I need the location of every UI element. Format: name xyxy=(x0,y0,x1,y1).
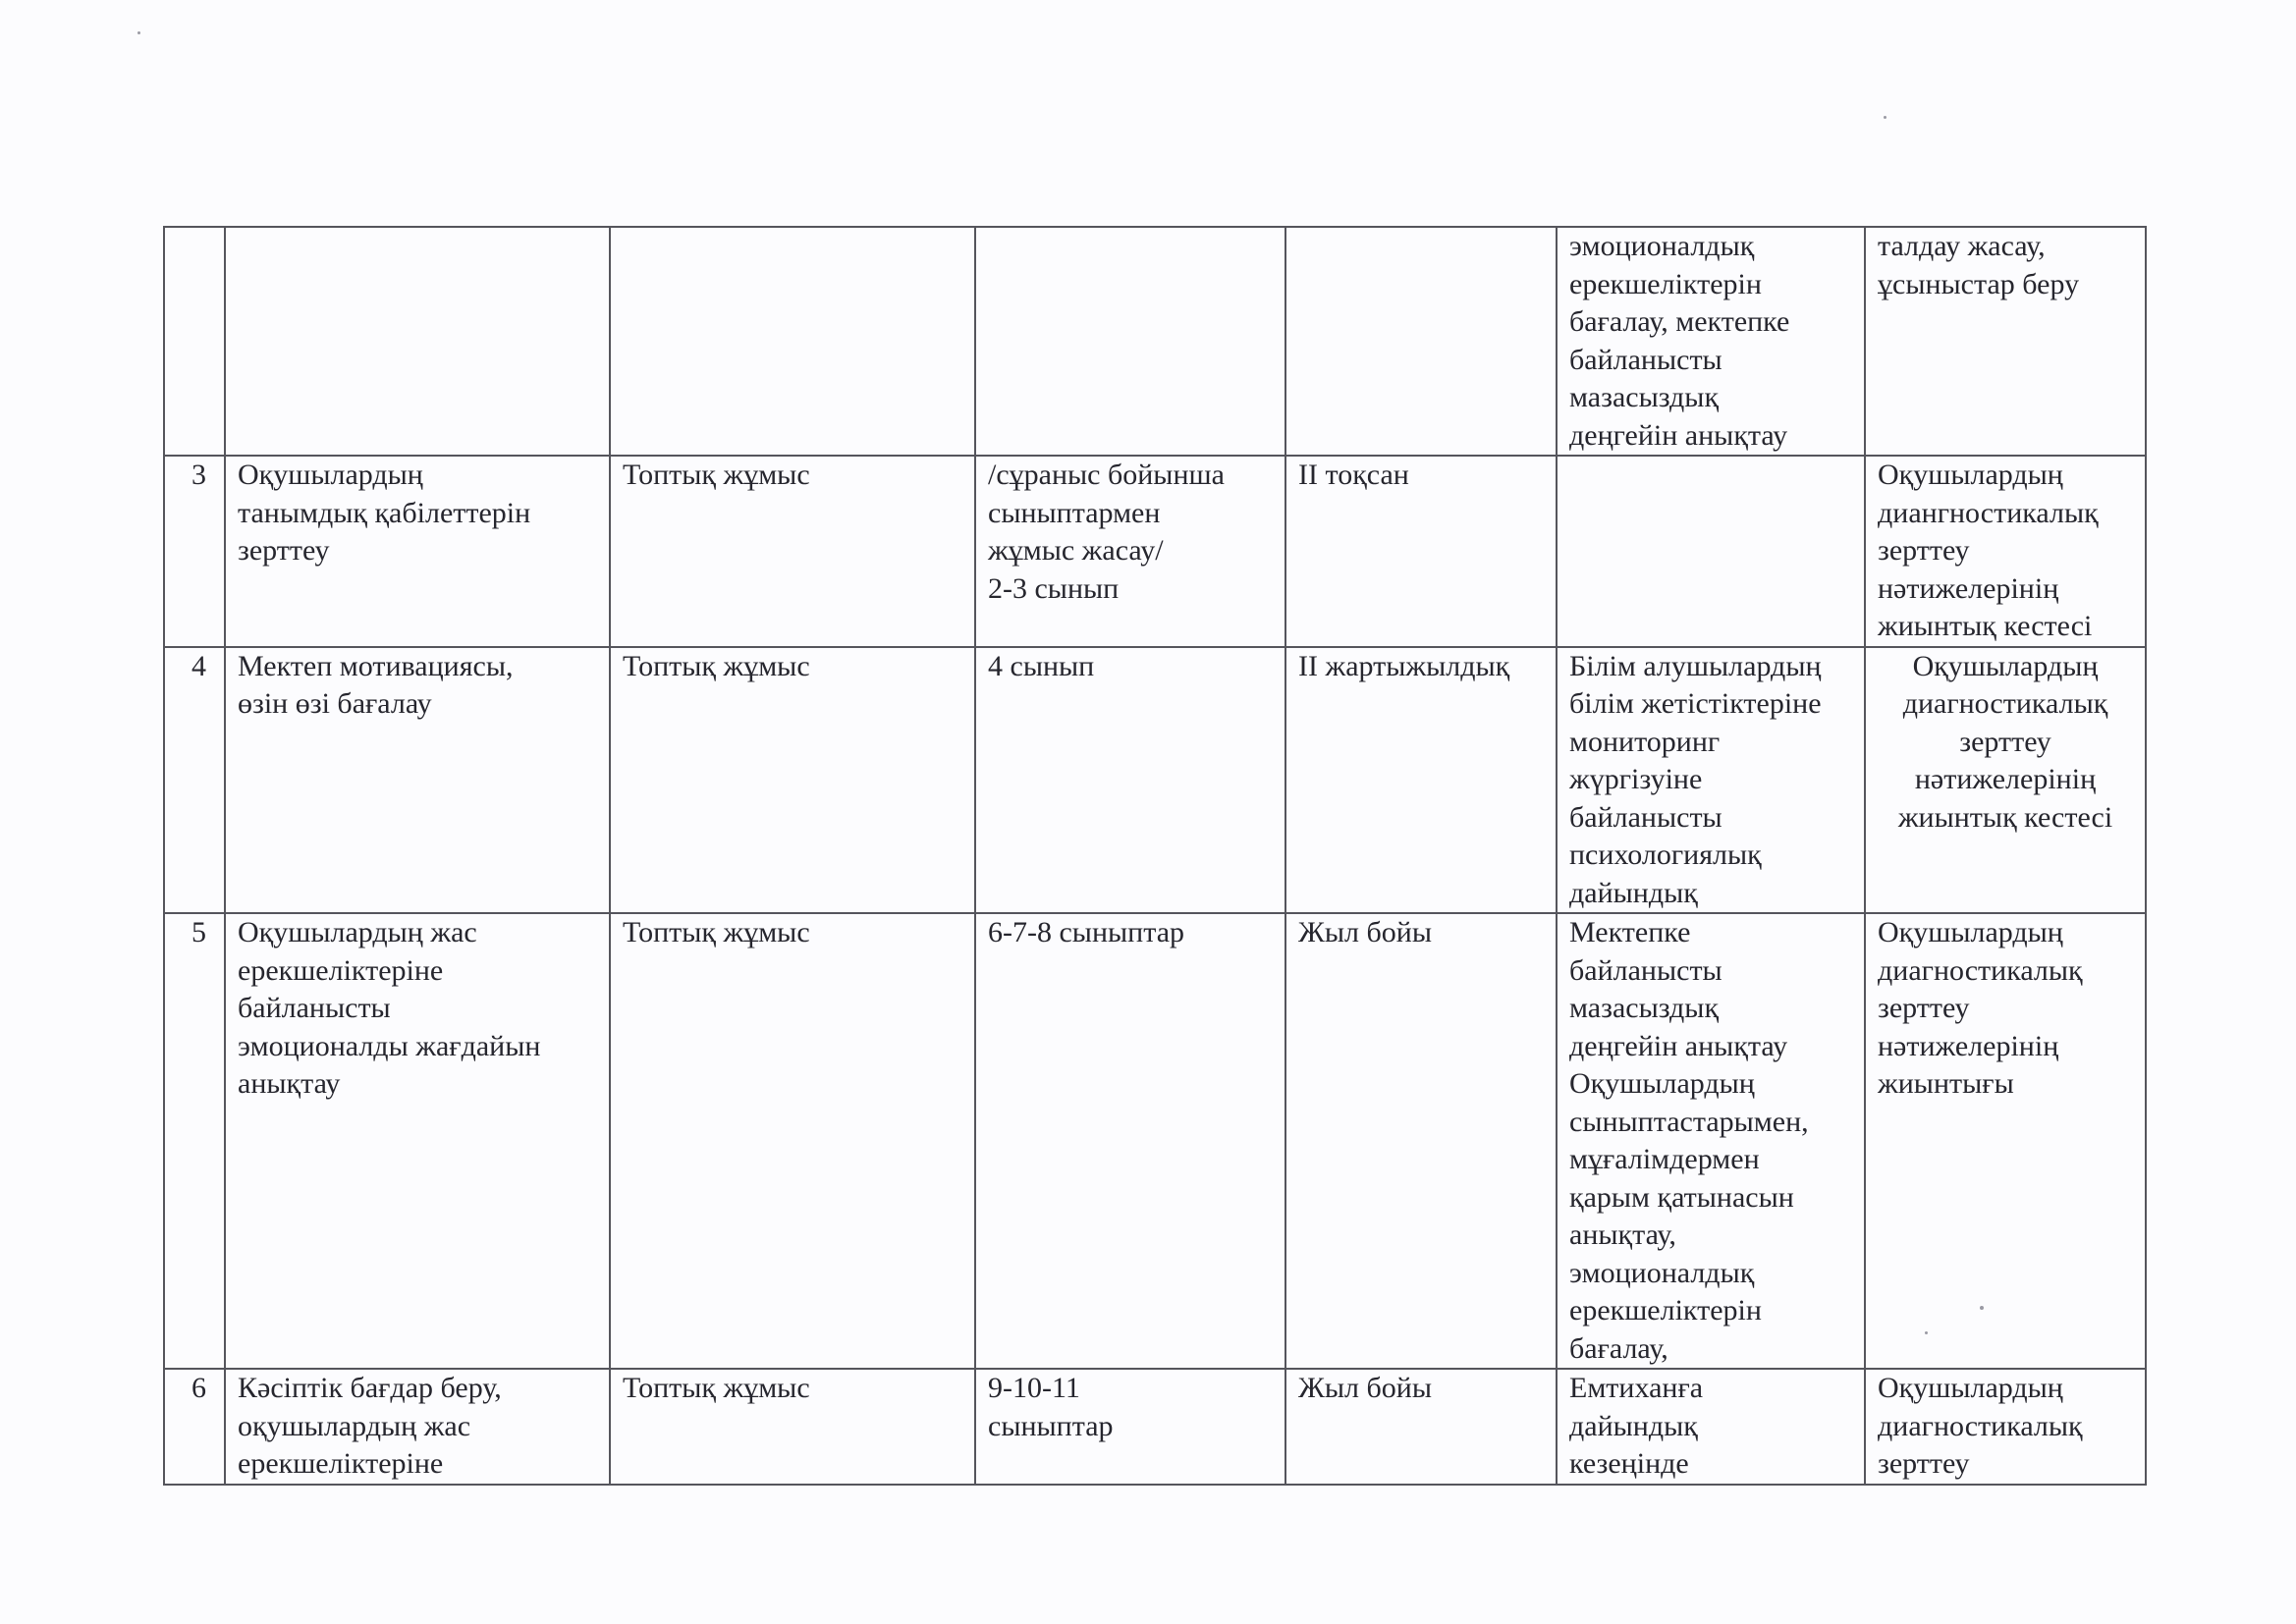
period-cell: Жыл бойы xyxy=(1285,1369,1557,1485)
activity-cell: Оқушылардың жас ерекшеліктеріне байланысты эмоционалды жағдайын анықтау xyxy=(225,913,610,1369)
row-number-cell: 4 xyxy=(164,647,225,914)
period-cell: Жыл бойы xyxy=(1285,913,1557,1369)
participants-cell: 6-7-8 сыныптар xyxy=(975,913,1285,1369)
purpose-cell: Мектепке байланысты мазасыздық деңгейін анықтау Оқушылардың сыныптастарымен, мұғалімдермен қарым қатынасын анықтау, эмоционалдық ерекшеліктерін бағалау, xyxy=(1557,913,1865,1369)
table-row xyxy=(164,1369,2146,1485)
table-row xyxy=(164,456,2146,647)
row-number-cell: 5 xyxy=(164,913,225,1369)
result-cell: Оқушылардың диангностикалық зерттеу нәтижелерінің жиынтық кестесі xyxy=(1865,456,2146,647)
form-cell: Топтық жұмыс xyxy=(610,647,975,914)
form-cell: Топтық жұмыс xyxy=(610,1369,975,1485)
period-cell: ІІ жартыжылдық xyxy=(1285,647,1557,914)
activity-cell: Кәсіптік бағдар беру, оқушылардың жас ерекшеліктеріне xyxy=(225,1369,610,1485)
result-cell: Оқушылардың диагностикалық зерттеу xyxy=(1865,1369,2146,1485)
row-number-cell: 3 xyxy=(164,456,225,647)
table-row xyxy=(164,227,2146,456)
form-cell: Топтық жұмыс xyxy=(610,913,975,1369)
activity-cell xyxy=(225,227,610,456)
form-cell: Топтық жұмыс xyxy=(610,456,975,647)
table-row xyxy=(164,647,2146,914)
activity-cell: Оқушылардың танымдық қабілеттерін зерттеу xyxy=(225,456,610,647)
purpose-cell: Емтиханға дайындық кезеңінде xyxy=(1557,1369,1865,1485)
participants-cell: 9-10-11 сыныптар xyxy=(975,1369,1285,1485)
result-cell: Оқушылардың диагностикалық зерттеу нәтижелерінің жиынтығы xyxy=(1865,913,2146,1369)
participants-cell xyxy=(975,227,1285,456)
row-number-cell xyxy=(164,227,225,456)
participants-cell: /сұраныс бойынша сыныптармен жұмыс жасау/ 2-3 сынып xyxy=(975,456,1285,647)
result-cell: талдау жасау, ұсыныстар беру xyxy=(1865,227,2146,456)
table-row xyxy=(164,913,2146,1369)
row-number-cell: 6 xyxy=(164,1369,225,1485)
purpose-cell: Білім алушылардың білім жетістіктеріне мониторинг жүргізуіне байланысты психологиялық дайындық xyxy=(1557,647,1865,914)
form-cell xyxy=(610,227,975,456)
activity-cell: Мектеп мотивациясы, өзін өзі бағалау xyxy=(225,647,610,914)
purpose-cell xyxy=(1557,456,1865,647)
period-cell xyxy=(1285,227,1557,456)
result-cell: Оқушылардың диагностикалық зерттеу нәтижелерінің жиынтық кестесі xyxy=(1865,647,2146,914)
scan-speck xyxy=(1884,116,1886,119)
purpose-cell: эмоционалдық ерекшеліктерін бағалау, мектепке байланысты мазасыздық деңгейін анықтау xyxy=(1557,227,1865,456)
period-cell: ІІ тоқсан xyxy=(1285,456,1557,647)
scan-speck xyxy=(137,31,140,34)
work-plan-table xyxy=(163,226,2147,1486)
participants-cell: 4 сынып xyxy=(975,647,1285,914)
